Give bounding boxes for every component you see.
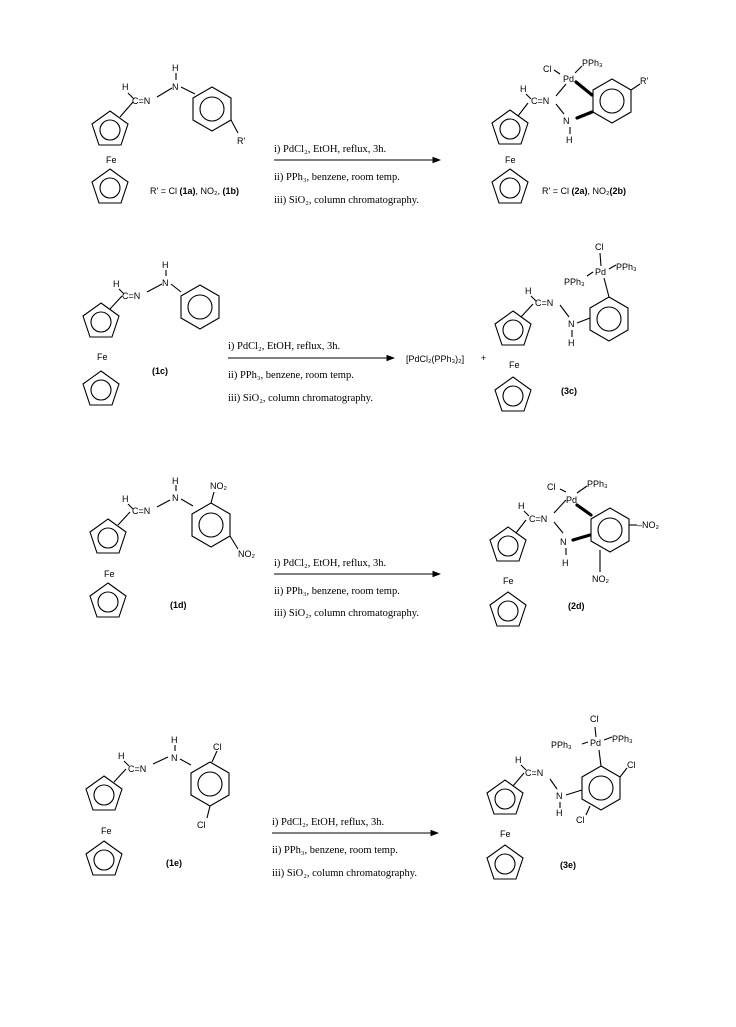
svg-text:Cl: Cl <box>547 482 556 492</box>
svg-text:C=N: C=N <box>531 96 550 106</box>
svg-text:H: H <box>162 260 169 270</box>
svg-text:iii) SiO₂, column chromatograp: iii) SiO₂, column chromatography. <box>274 195 419 206</box>
svg-text:H: H <box>171 735 178 745</box>
svg-text:Cl: Cl <box>213 742 222 752</box>
svg-text:C=N: C=N <box>132 506 151 516</box>
svg-text:C=N: C=N <box>529 514 548 524</box>
svg-text:Cl: Cl <box>590 714 599 724</box>
product-label: (3e) <box>560 860 577 870</box>
svg-text:H: H <box>562 558 569 568</box>
svg-text:N: N <box>560 537 567 547</box>
plus-sign: + <box>481 353 487 363</box>
reaction-2 <box>83 242 637 411</box>
svg-text:Cl: Cl <box>595 242 604 252</box>
svg-text:PPh₃: PPh₃ <box>551 740 572 750</box>
svg-text:Fe: Fe <box>503 576 514 586</box>
svg-text:i) PdCl₂, EtOH, reflux, 3h.: i) PdCl₂, EtOH, reflux, 3h. <box>228 341 341 352</box>
product-2d <box>490 479 660 626</box>
product-label: (3c) <box>561 386 578 396</box>
svg-text:C=N: C=N <box>525 768 544 778</box>
svg-text:H: H <box>122 82 129 92</box>
reaction-3 <box>90 476 660 626</box>
cp-ring-lower <box>492 169 528 203</box>
svg-text:H: H <box>556 808 563 818</box>
reaction-arrow-3 <box>274 558 440 619</box>
svg-text:i) PdCl₂, EtOH, reflux, 3h.: i) PdCl₂, EtOH, reflux, 3h. <box>274 558 387 569</box>
svg-text:PPh₃: PPh₃ <box>616 262 637 272</box>
svg-text:Pd: Pd <box>566 495 578 505</box>
reactant-1e <box>86 735 229 875</box>
product-label: R' = Cl (2a), NO₂(2b) <box>542 186 626 196</box>
svg-text:Cl: Cl <box>576 815 585 825</box>
svg-text:R': R' <box>237 136 246 146</box>
svg-text:N: N <box>568 319 575 329</box>
svg-text:N: N <box>563 116 570 126</box>
svg-text:Pd: Pd <box>590 738 602 748</box>
imine-group: C=N <box>132 96 151 106</box>
svg-text:NO₂: NO₂ <box>238 549 255 559</box>
cp-ring-lower <box>92 169 128 203</box>
svg-text:H: H <box>172 63 179 73</box>
reaction-arrow-1 <box>274 144 440 206</box>
svg-text:Fe: Fe <box>509 360 520 370</box>
cp-ring-upper <box>492 110 528 144</box>
aryl-ring <box>193 87 231 131</box>
svg-text:Fe: Fe <box>104 569 115 579</box>
svg-text:ii) PPh₃, benzene, room temp.: ii) PPh₃, benzene, room temp. <box>272 845 398 856</box>
product-3c <box>495 242 637 411</box>
svg-text:N: N <box>172 493 179 503</box>
svg-text:–NO₂: –NO₂ <box>637 520 659 530</box>
svg-text:Fe: Fe <box>97 352 108 362</box>
svg-text:PPh₃: PPh₃ <box>587 479 608 489</box>
product-3e <box>487 714 636 879</box>
reactant-label: (1e) <box>166 858 183 868</box>
svg-text:R': R' <box>640 76 649 86</box>
svg-text:i) PdCl₂, EtOH, reflux, 3h.: i) PdCl₂, EtOH, reflux, 3h. <box>274 144 387 155</box>
svg-text:H: H <box>518 501 525 511</box>
svg-text:Cl: Cl <box>197 820 206 830</box>
svg-text:H: H <box>525 286 532 296</box>
iron-label: Fe <box>106 155 117 165</box>
svg-text:H: H <box>515 755 522 765</box>
svg-text:ii) PPh₃, benzene, room temp.: ii) PPh₃, benzene, room temp. <box>274 172 400 183</box>
svg-text:Pd: Pd <box>595 267 607 277</box>
svg-text:NO₂: NO₂ <box>592 574 609 584</box>
svg-text:N: N <box>556 791 563 801</box>
reactant-label: (1c) <box>152 366 169 376</box>
svg-text:i) PdCl₂, EtOH, reflux, 3h.: i) PdCl₂, EtOH, reflux, 3h. <box>272 817 385 828</box>
reactant-1d <box>90 476 256 617</box>
svg-text:H: H <box>566 135 573 145</box>
svg-text:PPh₃: PPh₃ <box>612 734 633 744</box>
svg-text:C=N: C=N <box>128 764 147 774</box>
svg-text:C=N: C=N <box>535 298 554 308</box>
svg-text:iii) SiO₂, column chromatograp: iii) SiO₂, column chromatography. <box>272 868 417 879</box>
reactant-label: (1d) <box>170 600 187 610</box>
svg-text:N: N <box>171 753 178 763</box>
svg-text:H: H <box>122 494 129 504</box>
palladated-ring <box>593 79 631 123</box>
product-label: (2d) <box>568 601 585 611</box>
svg-text:NO₂: NO₂ <box>210 481 227 491</box>
svg-text:H: H <box>568 338 575 348</box>
byproduct-label: [PdCl₂(PPh₃)₂] <box>406 354 465 364</box>
reaction-4 <box>86 714 636 879</box>
svg-text:PPh₃: PPh₃ <box>564 277 585 287</box>
reactant-label: R' = Cl (1a), NO₂, (1b) <box>150 186 239 196</box>
svg-text:N: N <box>172 82 179 92</box>
svg-text:Cl: Cl <box>543 64 552 74</box>
product-2a-2b <box>492 58 648 203</box>
reactant-1c <box>83 260 219 405</box>
svg-text:C=N: C=N <box>122 291 141 301</box>
cp-ring-upper <box>92 111 128 145</box>
svg-text:H: H <box>118 751 125 761</box>
reaction-1 <box>92 58 648 206</box>
svg-text:iii) SiO₂, column chromatograp: iii) SiO₂, column chromatography. <box>274 608 419 619</box>
svg-text:iii) SiO₂, column chromatograp: iii) SiO₂, column chromatography. <box>228 393 373 404</box>
svg-text:H: H <box>172 476 179 486</box>
svg-text:Fe: Fe <box>101 826 112 836</box>
palladium-label: Pd <box>563 74 575 84</box>
svg-text:PPh₃: PPh₃ <box>582 58 603 68</box>
svg-text:N: N <box>162 278 169 288</box>
svg-text:ii) PPh₃, benzene, room temp.: ii) PPh₃, benzene, room temp. <box>228 370 354 381</box>
reaction-arrow-2 <box>228 341 394 404</box>
svg-text:Fe: Fe <box>505 155 516 165</box>
svg-text:Fe: Fe <box>500 829 511 839</box>
svg-text:H: H <box>113 279 120 289</box>
reaction-arrow-4 <box>272 817 438 879</box>
reactant-1a-1b <box>92 63 245 203</box>
svg-text:Cl: Cl <box>627 760 636 770</box>
svg-text:H: H <box>520 84 527 94</box>
svg-text:ii) PPh₃, benzene, room temp.: ii) PPh₃, benzene, room temp. <box>274 586 400 597</box>
